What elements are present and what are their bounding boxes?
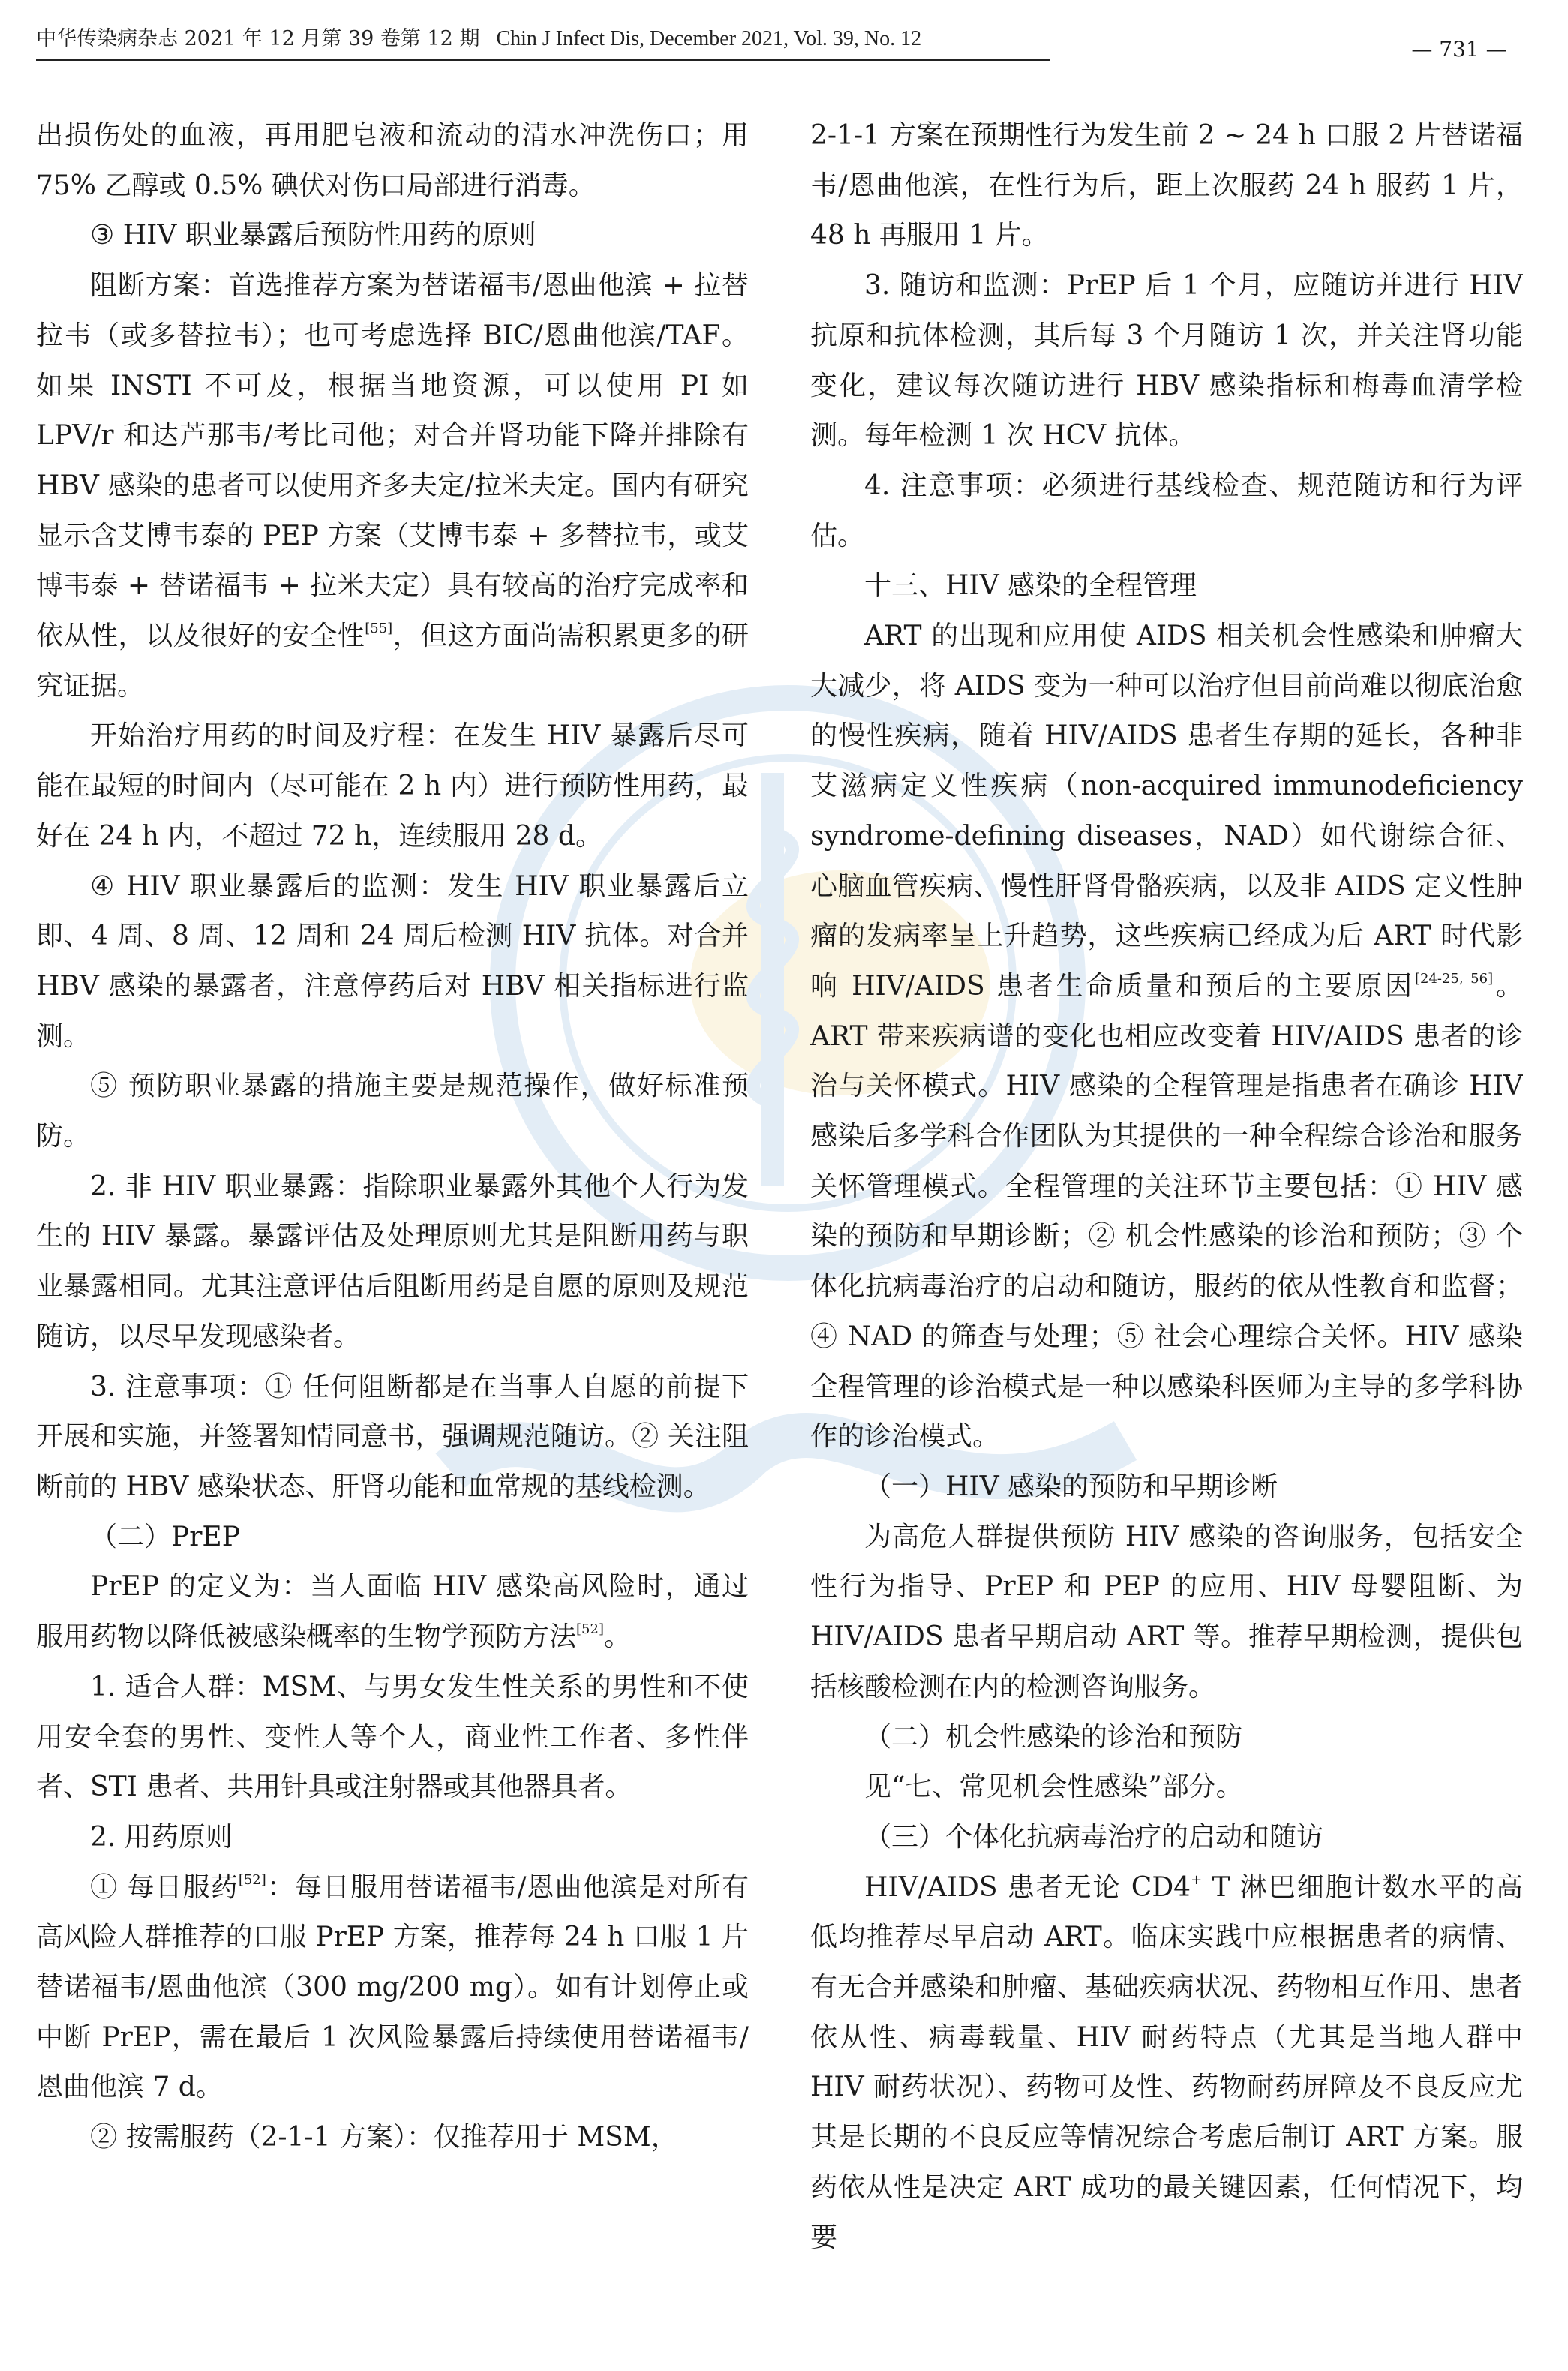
paragraph-text: ③ HIV 职业暴露后预防性用药的原则	[90, 220, 536, 251]
paragraph-text: T 淋巴细胞计数水平的高低均推荐尽早启动 ART。临床实践中应根据患者的病情、有无合并感染和肿瘤、基础疾病状况、药物相互作用、患者依从性、病毒载量、HIV 耐药特点（尤其是当地人群中 HIV 耐药状况）、药物可及性、药物耐药屏障及不良反应尤其是长期的不良反应等情况综合考虑后制订 ART 方案。服药依从性是决定 ART 成功的最关键因素，任何情况下，均要	[810, 1871, 1523, 2253]
paragraph	[36, 1663, 749, 1813]
paragraph	[810, 261, 1523, 461]
paragraph	[36, 1863, 749, 2114]
paragraph-text: （二）机会性感染的诊治和预防	[864, 1721, 1243, 1753]
paragraph	[36, 711, 749, 861]
paragraph-text: 3. 随访和监测：PrEP 后 1 个月，应随访并进行 HIV 抗原和抗体检测，其后每 3 个月随访 1 次，并关注肾功能变化，建议每次随访进行 HBV 感染指标和梅毒血清学检测。每年检测 1 次 HCV 抗体。	[810, 270, 1523, 452]
paragraph-text: 4. 注意事项：必须进行基线检查、规范随访和行为评估。	[810, 470, 1523, 551]
paragraph	[36, 211, 749, 261]
paragraph	[36, 111, 749, 211]
paragraph	[36, 1162, 749, 1363]
paragraph-text: （三）个体化抗病毒治疗的启动和随访	[864, 1821, 1324, 1853]
citation-mark: [52]	[238, 1871, 266, 1888]
paragraph-text: 3. 注意事项：① 任何阻断都是在当事人自愿的前提下开展和实施，并签署知情同意书，强调规范随访。② 关注阻断前的 HBV 感染状态、肝肾功能和血常规的基线检测。	[36, 1371, 749, 1502]
paragraph	[810, 1713, 1523, 1763]
paragraph-text: ，但这方面尚需积累更多的研究证据。	[36, 621, 749, 702]
paragraph-text: 见“七、常见机会性感染”部分。	[864, 1771, 1243, 1803]
paragraph-text: 。ART 带来疾病谱的变化也相应改变着 HIV/AIDS 患者的诊治与关怀模式。HIV 感染的全程管理是指患者在确诊 HIV 感染后多学科合作团队为其提供的一种全程综合诊治和服务关怀管理模式。全程管理的关注环节主要包括：① HIV 感染的预防和早期诊断；② 机会性感染的诊治和预防；③ 个体化抗病毒治疗的启动和随访，服药的依从性教育和监督；④ NAD 的筛查与处理；⑤ 社会心理综合关怀。HIV 感染全程管理的诊治模式是一种以感染科医师为主导的多学科协作的诊治模式。	[810, 970, 1523, 1453]
paragraph	[36, 1363, 749, 1513]
paragraph-text: PrEP 的定义为：当人面临 HIV 感染高风险时，通过服用药物以降低被感染概率的生物学预防方法	[36, 1571, 749, 1653]
paragraph	[810, 1762, 1523, 1813]
journal-header-en: Chin J Infect Dis, December 2021, Vol. 39, No. 12	[496, 27, 922, 50]
paragraph	[36, 1062, 749, 1161]
running-header	[36, 23, 1050, 61]
paragraph-text: HIV/AIDS 患者无论 CD4	[864, 1871, 1191, 1903]
paragraph-text: ① 每日服药	[90, 1871, 239, 1903]
paragraph	[810, 1813, 1523, 1863]
paragraph-text: 。	[603, 1621, 631, 1653]
paragraph-text: 开始治疗用药的时间及疗程：在发生 HIV 暴露后尽可能在最短的时间内（尽可能在 2 h 内）进行预防性用药，最好在 24 h 内，不超过 72 h，连续服用 28 d。	[36, 720, 749, 852]
citation-mark: [55]	[365, 620, 393, 636]
citation-mark: [24-25, 56]	[1414, 970, 1494, 987]
paragraph-text: 1. 适合人群：MSM、与男女发生性关系的男性和不使用安全套的男性、变性人等个人，商业性工作者、多性伴者、STI 患者、共用针具或注射器或其他器具者。	[36, 1671, 749, 1803]
paragraph	[810, 561, 1523, 612]
paragraph	[36, 2113, 749, 2163]
citation-mark: [52]	[576, 1621, 604, 1637]
paragraph-text: ⑤ 预防职业暴露的措施主要是规范操作，做好标准预防。	[36, 1071, 749, 1152]
paragraph-text: 阻断方案：首选推荐方案为替诺福韦/恩曲他滨 + 拉替拉韦（或多替拉韦）；也可考虑选择 BIC/恩曲他滨/TAF。如果 INSTI 不可及，根据当地资源，可以使用 PI 如 LPV/r 和达芦那韦/考比司他；对合并肾功能下降并排除有 HBV 感染的患者可以使用齐多夫定/拉米夫定。国内有研究显示含艾博韦泰的 PEP 方案（艾博韦泰 + 多替拉韦，或艾博韦泰 + 替诺福韦 + 拉米夫定）具有较高的治疗完成率和依从性，以及很好的安全性	[36, 270, 749, 652]
paragraph-text: ② 按需服药（2-1-1 方案）：仅推荐用于 MSM，	[90, 2122, 678, 2153]
paragraph	[810, 111, 1523, 261]
page-number: — 731 —	[1411, 37, 1507, 62]
paragraph-text: 2-1-1 方案在预期性行为发生前 2 ~ 24 h 口服 2 片替诺福韦/恩曲他滨，在性行为后，距上次服药 24 h 服药 1 片，48 h 再服用 1 片。	[810, 120, 1523, 251]
paragraph-text: 2. 非 HIV 职业暴露：指除职业暴露外其他个人行为发生的 HIV 暴露。暴露评估及处理原则尤其是阻断用药与职业暴露相同。尤其注意评估后阻断用药是自愿的原则及规范随访，以尽早发现感染者。	[36, 1170, 749, 1352]
paragraph	[810, 1462, 1523, 1513]
paragraph-text: ：每日服用替诺福韦/恩曲他滨是对所有高风险人群推荐的口服 PrEP 方案，推荐每 24 h 口服 1 片替诺福韦/恩曲他滨（300 mg/200 mg）。如有计划停止或中断 PrEP，需在最后 1 次风险暴露后持续使用替诺福韦/恩曲他滨 7 d。	[36, 1871, 749, 2103]
paragraph	[810, 1863, 1523, 2264]
paragraph-text: （二）PrEP	[90, 1521, 240, 1552]
left-column	[36, 111, 749, 2354]
paragraph-text: 十三、HIV 感染的全程管理	[864, 570, 1197, 602]
paragraph	[810, 612, 1523, 1462]
paragraph	[810, 1513, 1523, 1713]
paragraph-text: ART 的出现和应用使 AIDS 相关机会性感染和肿瘤大大减少，将 AIDS 变为一种可以治疗但目前尚难以彻底治愈的慢性疾病，随着 HIV/AIDS 患者生存期的延长，各种非艾滋病定义性疾病（non-acquired immunodeficiency syndrome-defining diseases，NAD）如代谢综合征、心脑血管疾病、慢性肝肾骨骼疾病，以及非 AIDS 定义性肿瘤的发病率呈上升趋势，这些疾病已经成为后 ART 时代影响 HIV/AIDS 患者生命质量和预后的主要原因	[810, 621, 1523, 1002]
paragraph	[36, 1562, 749, 1662]
citation-mark: +	[1191, 1871, 1203, 1888]
paragraph	[810, 461, 1523, 561]
paragraph	[36, 862, 749, 1062]
paragraph-text: 为高危人群提供预防 HIV 感染的咨询服务，包括安全性行为指导、PrEP 和 PEP 的应用、HIV 母婴阻断、为 HIV/AIDS 患者早期启动 ART 等。推荐早期检测，提供包括核酸检测在内的检测咨询服务。	[810, 1521, 1523, 1702]
paragraph-text: 出损伤处的血液，再用肥皂液和流动的清水冲洗伤口；用 75% 乙醇或 0.5% 碘伏对伤口局部进行消毒。	[36, 120, 749, 201]
paragraph-text: （一）HIV 感染的预防和早期诊断	[864, 1471, 1278, 1502]
paragraph-text: ④ HIV 职业暴露后的监测：发生 HIV 职业暴露后立即、4 周、8 周、12 周和 24 周后检测 HIV 抗体。对合并 HBV 感染的暴露者，注意停药后对 HBV 相关指标进行监测。	[36, 870, 749, 1052]
right-column	[810, 111, 1523, 2354]
paragraph-text: 2. 用药原则	[90, 1821, 233, 1853]
paragraph	[36, 1813, 749, 1863]
journal-header-cn: 中华传染病杂志 2021 年 12 月第 39 卷第 12 期	[36, 27, 480, 50]
paragraph	[36, 261, 749, 711]
paragraph	[36, 1513, 749, 1563]
